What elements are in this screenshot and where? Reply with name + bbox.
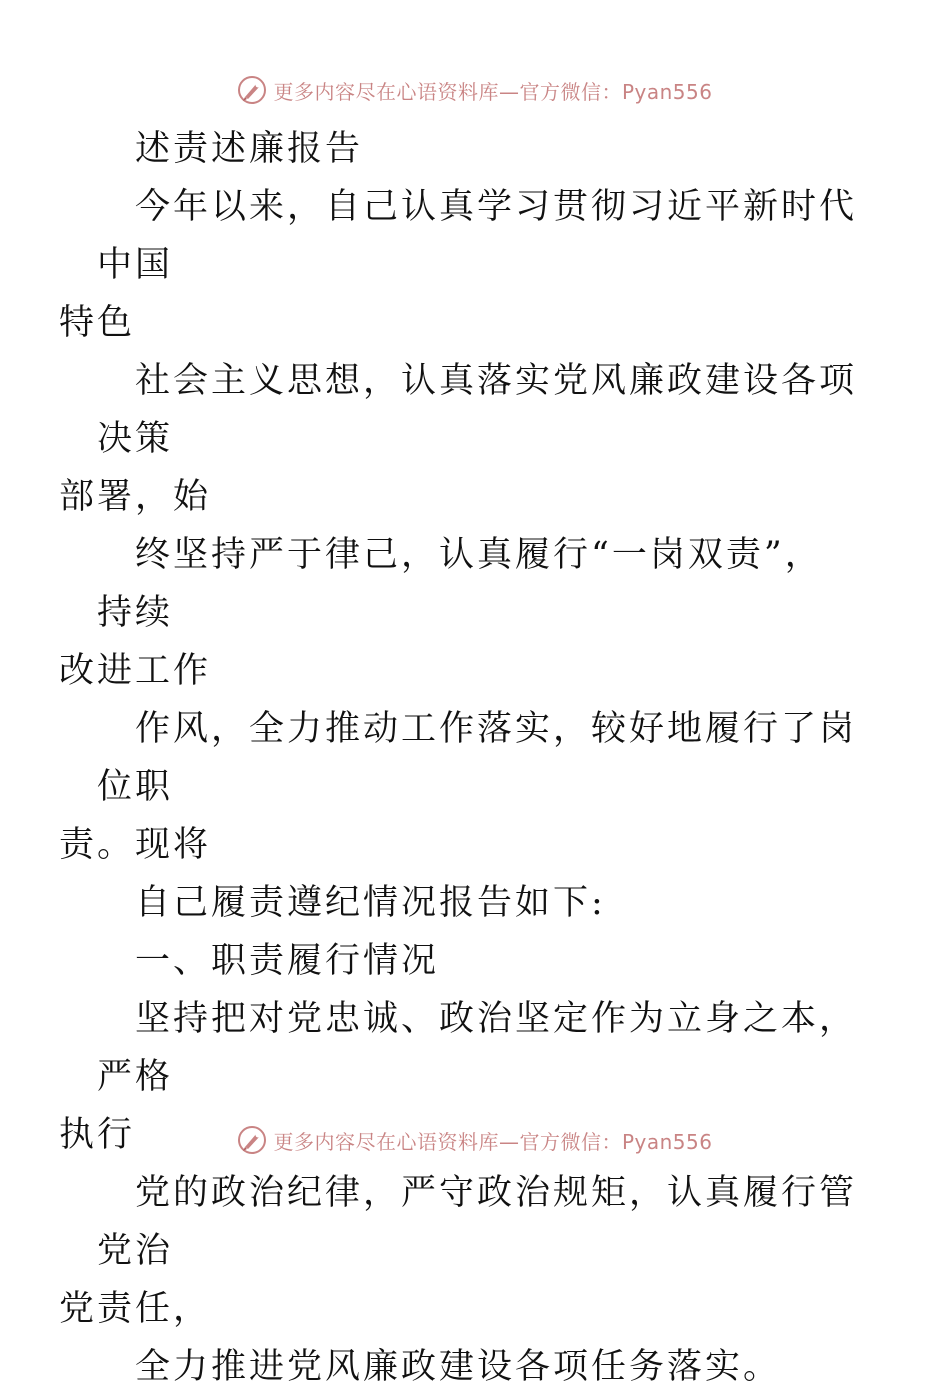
- paragraph-wrap-line: 特色: [59, 303, 136, 343]
- paragraph-line: [59, 1164, 858, 1338]
- header-banner[interactable]: [0, 70, 950, 110]
- paragraph-line: [59, 352, 858, 526]
- footer-banner-text: 更多内容尽在心语资料库—官方微信：Pyan556: [273, 1129, 713, 1154]
- quill-pen-logo-icon: [237, 1125, 267, 1155]
- section-heading-text: 一、职责履行情况: [135, 941, 440, 981]
- footer-banner[interactable]: [0, 1120, 950, 1160]
- paragraph-wrap-line: 部署，始: [59, 477, 212, 517]
- section-heading: [97, 932, 857, 990]
- paragraph-first-line: 社会主义思想，认真落实党风廉政建设各项决策: [97, 361, 858, 459]
- paragraph-first-line: 自己履责遵纪情况报告如下:: [135, 883, 606, 923]
- quill-pen-logo-icon: [237, 75, 267, 105]
- document-title: 述责述廉报告: [135, 129, 364, 169]
- header-banner-text: 更多内容尽在心语资料库—官方微信：Pyan556: [273, 79, 713, 104]
- paragraph-wrap-line: 执行: [59, 1115, 136, 1155]
- paragraph-line: [59, 178, 858, 352]
- paragraph-first-line: 作风，全力推动工作落实，较好地履行了岗位职: [97, 709, 858, 807]
- document-body: [59, 120, 858, 1396]
- paragraph-wrap-line: 责。现将: [59, 825, 212, 865]
- paragraph-line: [97, 1338, 857, 1396]
- paragraph-wrap-line: 改进工作: [59, 651, 212, 691]
- paragraph-line: [59, 526, 857, 700]
- paragraph-line: [97, 874, 857, 932]
- paragraph-first-line: 全力推进党风廉政建设各项任务落实。: [135, 1347, 782, 1387]
- paragraph-first-line: 坚持把对党忠诚、政治坚定作为立身之本，严格: [97, 999, 858, 1097]
- paragraph-first-line: 党的政治纪律，严守政治规矩，认真履行管党治: [97, 1173, 858, 1271]
- paragraph-wrap-line: 党责任，: [59, 1289, 212, 1329]
- paragraph-line: [59, 700, 858, 874]
- paragraph-first-line: 终坚持严于律己，认真履行“一岗双责”，持续: [97, 535, 823, 633]
- paragraph-first-line: 今年以来，自己认真学习贯彻习近平新时代中国: [97, 187, 858, 285]
